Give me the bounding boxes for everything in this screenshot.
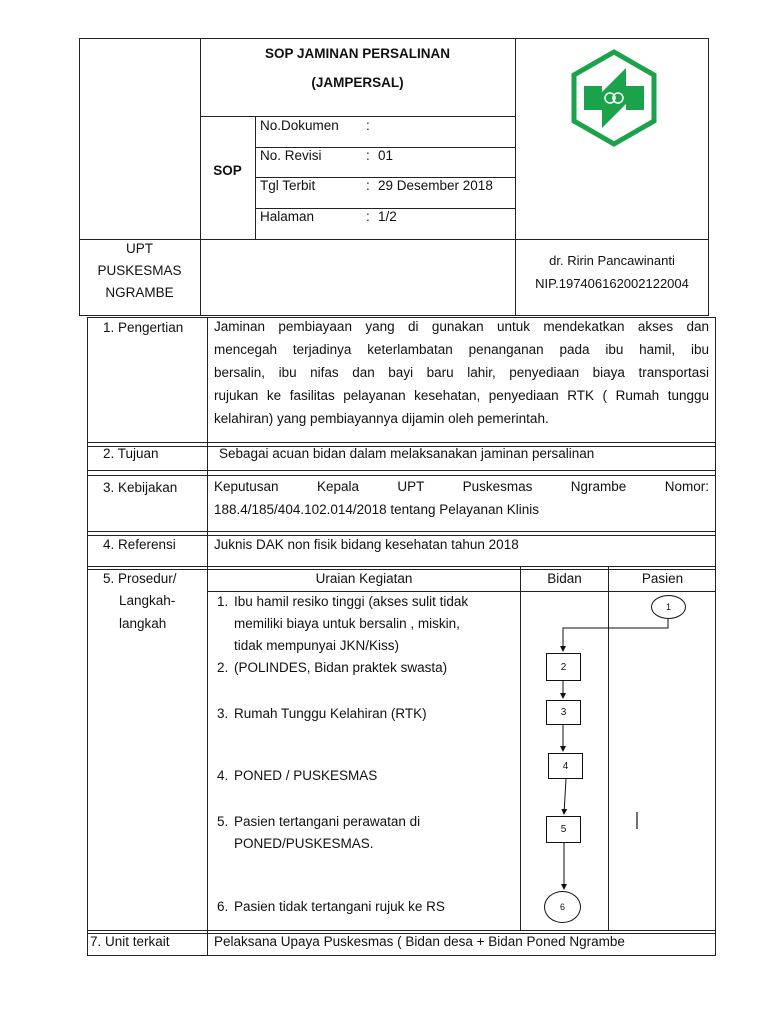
label-pengertian: 1. Pengertian <box>103 320 184 335</box>
col-header-bidan: Bidan <box>547 571 582 586</box>
flow-node-4: 4 <box>548 753 583 779</box>
referensi-text: Juknis DAK non fisik bidang kesehatan tahun 2018 <box>214 537 519 552</box>
flow-node-3: 3 <box>546 700 581 725</box>
sop-title: SOP JAMINAN PERSALINAN <box>264 46 451 61</box>
sop-subtitle: (JAMPERSAL) <box>311 75 404 90</box>
flow-node-5: 5 <box>546 816 581 843</box>
label-tujuan: 2. Tujuan <box>103 446 159 461</box>
sop-label: SOP <box>213 163 242 178</box>
label-referensi: 4. Referensi <box>103 537 176 552</box>
label-unit-terkait: 7. Unit terkait <box>90 934 170 949</box>
unit-terkait-text: Pelaksana Upaya Puskesmas ( Bidan desa + Bidan Poned Ngrambe <box>214 934 625 949</box>
flow-node-2: 2 <box>546 653 581 681</box>
label-kebijakan: 3. Kebijakan <box>103 480 178 495</box>
flow-node-6: 6 <box>544 891 581 923</box>
col-header-uraian: Uraian Kegiatan <box>315 571 413 586</box>
flow-node-1: 1 <box>651 595 686 619</box>
col-header-pasien: Pasien <box>641 571 684 586</box>
tujuan-text: Sebagai acuan bidan dalam melaksanakan jaminan persalinan <box>219 446 595 461</box>
